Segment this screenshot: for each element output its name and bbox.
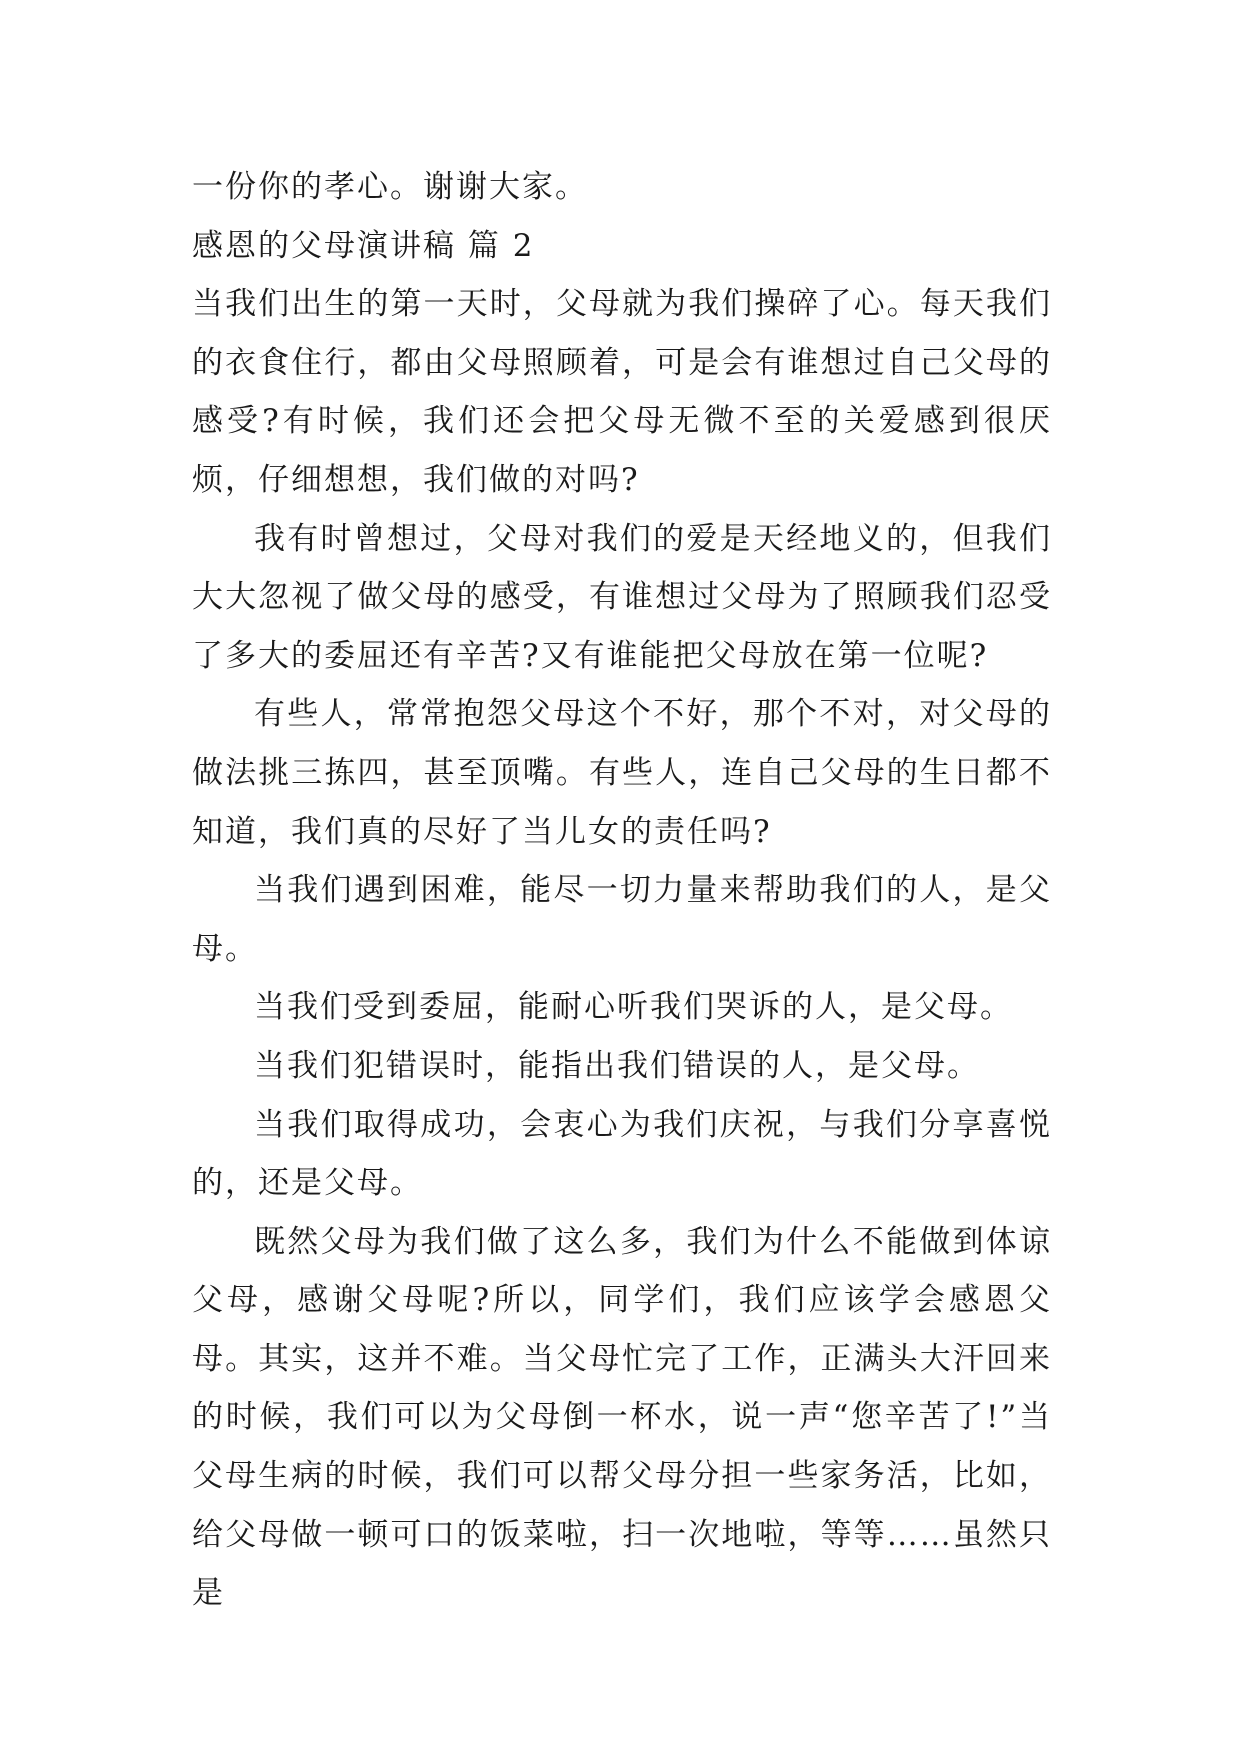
- paragraph-3: 有些人，常常抱怨父母这个不好，那个不对，对父母的做法挑三拣四，甚至顶嘴。有些人，连自己父母的生日都不知道，我们真的尽好了当儿女的责任吗?: [192, 696, 1052, 850]
- paragraph-2: 我有时曾想过，父母对我们的爱是天经地义的，但我们大大忽视了做父母的感受，有谁想过父母为了照顾我们忍受了多大的委屈还有辛苦?又有谁能把父母放在第一位呢?: [192, 520, 1052, 674]
- paragraph-6: 当我们犯错误时，能指出我们错误的人，是父母。: [254, 1047, 980, 1084]
- continuation-line: 一份你的孝心。谢谢大家。: [192, 169, 588, 205]
- section-heading: 感恩的父母演讲稿 篇 2: [192, 227, 535, 264]
- paragraph-7: 当我们取得成功，会衷心为我们庆祝，与我们分享喜悦的，还是父母。: [192, 1106, 1052, 1202]
- paragraph-4: 当我们遇到困难，能尽一切力量来帮助我们的人，是父母。: [192, 872, 1052, 967]
- paragraph-5: 当我们受到委屈，能耐心听我们哭诉的人，是父母。: [254, 989, 1013, 1026]
- paragraph-8: 既然父母为我们做了这么多，我们为什么不能做到体谅父母，感谢父母呢?所以，同学们，我们应该学会感恩父母。其实，这并不难。当父母忙完了工作，正满头大汗回来的时候，我们可以为父母倒一杯水，说一声“您辛苦了!”当父母生病的时候，我们可以帮父母分担一些家务活，比如，给父母做一顿可口的饭菜啦，扫一次地啦，等等……虽然只是: [192, 1223, 1052, 1612]
- document-body: [192, 158, 1052, 1623]
- paragraph-1: 当我们出生的第一天时，父母就为我们操碎了心。每天我们的衣食住行，都由父母照顾着，可是会有谁想过自己父母的感受?有时候，我们还会把父母无微不至的关爱感到很厌烦，仔细想想，我们做的对吗?: [192, 286, 1052, 498]
